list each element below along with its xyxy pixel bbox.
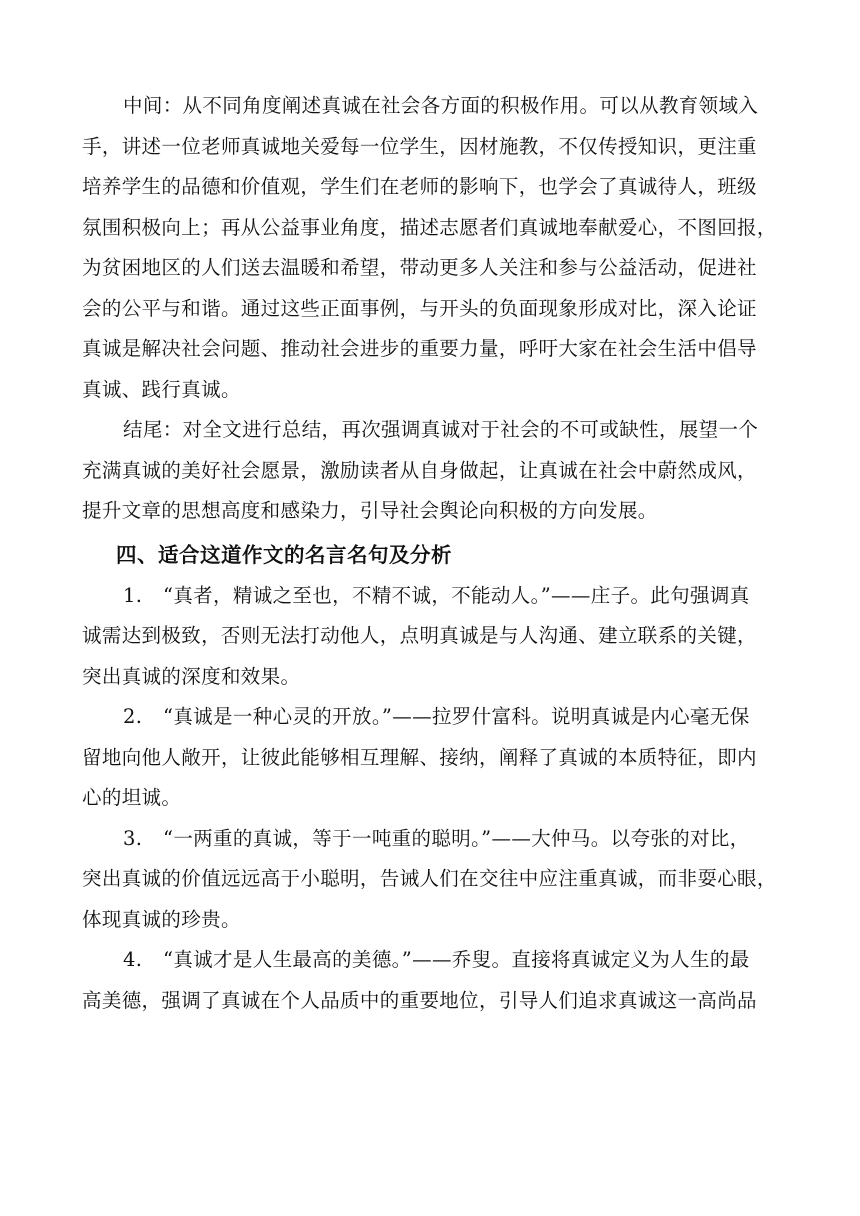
quote-item [82,819,782,941]
quote-item [82,940,782,1021]
paragraph-middle [82,86,782,410]
quote-text: “真者，精诚之至也，不精不诚，不能动人。”——庄子。此句强调真 [163,583,750,607]
list-number: 2. [123,705,143,728]
text-line: 培养学生的品德和价值观，学生们在老师的影响下，也学会了真诚待人，班级 [82,175,757,198]
text-line [82,819,782,860]
text-line: 突出真诚的深度和效果。 [82,664,301,688]
list-number: 1. [123,583,143,607]
document-body [82,86,782,1021]
text-line: 中间：从不同角度阐述真诚在社会各方面的积极作用。可以从教育领域入 [123,94,759,117]
text-line: 结尾：对全文进行总结，再次强调真诚对于社会的不可或缺性，展望一个 [123,418,759,441]
quote-text: “真诚才是人生最高的美德。”——乔叟。直接将真诚定义为人生的最 [163,948,750,971]
text-line: 充满真诚的美好社会愿景，激励读者从自身做起，让真诚在社会中蔚然成风， [82,458,757,482]
text-line [82,576,782,617]
text-line: 诚需达到极致，否则无法打动他人，点明真诚是与人沟通、建立联系的关键， [82,624,757,647]
text-line: 提升文章的思想高度和感染力，引导社会舆论向积极的方向发展。 [82,499,658,522]
text-line: 氛围积极向上；再从公益事业角度，描述志愿者们真诚地奉献爱心，不图回报， [82,215,777,239]
text-line: 真诚是解决社会问题、推动社会进步的重要力量，呼吁大家在社会生活中倡导 [82,337,757,360]
paragraph-end [82,410,782,532]
text-line: 心的坦诚。 [82,786,182,809]
quote-item [82,576,782,698]
text-line: 真诚、践行真诚。 [82,377,241,401]
text-line: 留地向他人敞开，让彼此能够相互理解、接纳，阐释了真诚的本质特征，即内 [82,745,757,769]
list-number: 3. [123,826,143,850]
quote-text: “一两重的真诚，等于一吨重的聪明。”——大仲马。以夸张的对比， [163,826,750,850]
text-line: 突出真诚的价值远远高于小聪明，告诫人们在交往中应注重真诚，而非耍心眼， [82,867,777,890]
quote-item [82,697,782,819]
quote-text: “真诚是一种心灵的开放。”——拉罗什富科。说明真诚是内心毫无保 [163,705,750,728]
list-number: 4. [123,948,143,971]
text-line: 手，讲述一位老师真诚地关爱每一位学生，因材施教，不仅传授知识，更注重 [82,134,757,158]
text-line: 为贫困地区的人们送去温暖和希望，带动更多人关注和参与公益活动，促进社 [82,256,757,279]
text-line: 高美德，强调了真诚在个人品质中的重要地位，引导人们追求真诚这一高尚品 [82,988,757,1012]
text-line: 体现真诚的珍贵。 [82,907,241,931]
section-heading: 四、适合这道作文的名言名句及分析 [116,542,452,567]
text-line [82,697,782,738]
text-line [82,940,782,981]
text-line: 会的公平与和谐。通过这些正面事例，与开头的负面现象形成对比，深入论证 [82,296,757,320]
